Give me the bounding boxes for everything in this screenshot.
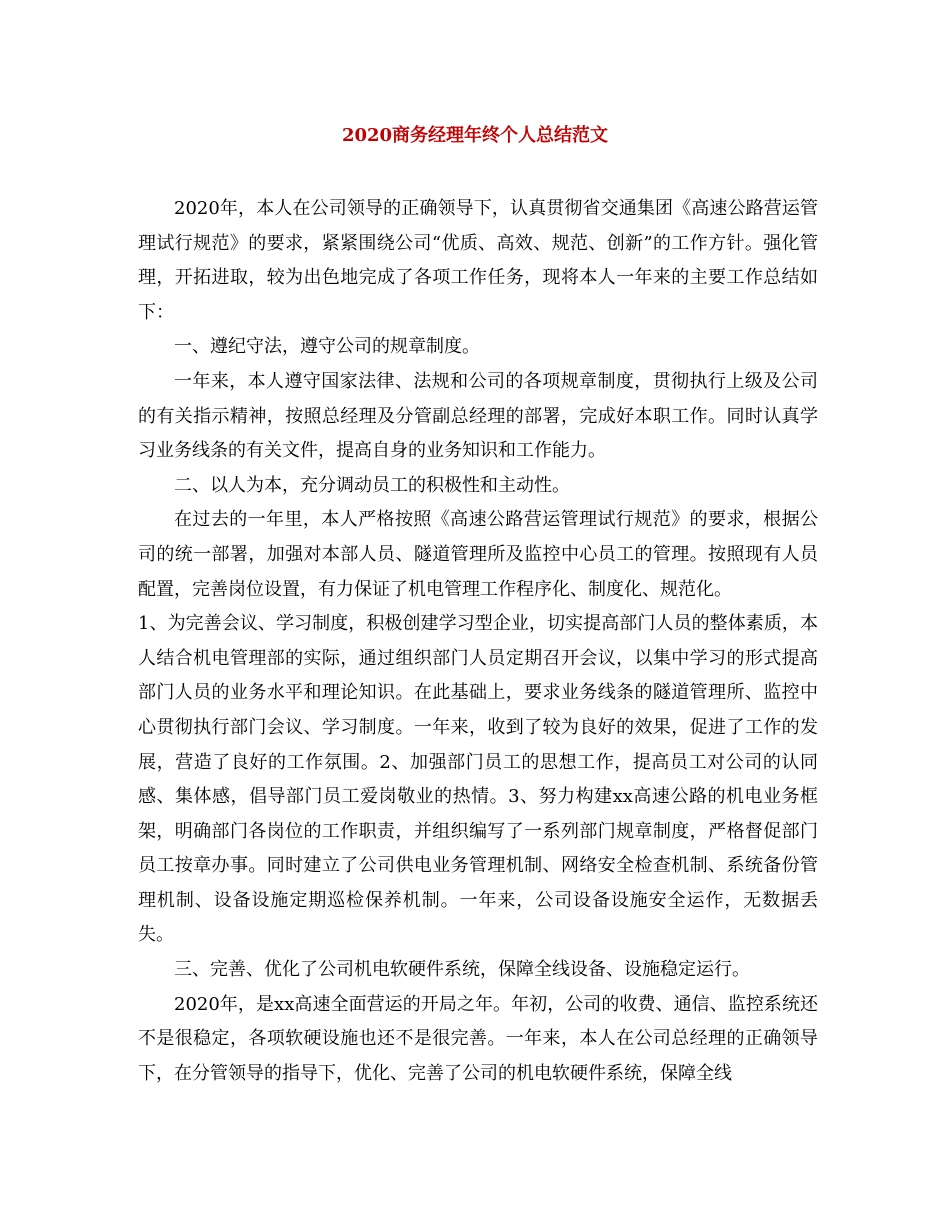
document-body [138,192,818,1091]
section-heading-2: 二、以人为本，充分调动员工的积极性和主动性。 [174,474,570,496]
document-title: 2020商务经理年终个人总结范文 [341,125,609,146]
paragraph-section-1: 一年来，本人遵守国家法律、法规和公司的各项规章制度，贯彻执行上级及公司的有关指示精神，按照总经理及分管副总经理的部署，完成好本职工作。同时认真学习业务线条的有关文件，提高自身的业务知识和工作能力。 [138,370,818,462]
section-heading-1: 一、遵纪守法，遵守公司的规章制度。 [174,336,480,358]
section-heading-3: 三、完善、优化了公司机电软硬件系统，保障全线设备、设施稳定运行。 [174,959,750,981]
paragraph-section-3: 2020年，是xx高速全面营运的开局之年。年初，公司的收费、通信、监控系统还不是很稳定，各项软硬设施也还不是很完善。一年来，本人在公司总经理的正确领导下，在分管领导的指导下，优化、完善了公司的机电软硬件系统，保障全线 [138,993,818,1084]
paragraph-section-2: 在过去的一年里，本人严格按照《高速公路营运管理试行规范》的要求，根据公司的统一部署，加强对本部人员、隧道管理所及监控中心员工的管理。按照现有人员配置，完善岗位设置，有力保证了机电管理工作程序化、制度化、规范化。 [138,509,818,600]
paragraph-intro: 2020年，本人在公司领导的正确领导下，认真贯彻省交通集团《高速公路营运管理试行规范》的要求，紧紧围绕公司“优质、高效、规范、创新”的工作方针。强化管理，开拓进取，较为出色地完成了各项工作任务，现将本人一年来的主要工作总结如下： [138,198,818,323]
paragraph-section-2-items: 1、为完善会议、学习制度，积极创建学习型企业，切实提高部门人员的整体素质，本人结合机电管理部的实际，通过组织部门人员定期召开会议，以集中学习的形式提高部门人员的业务水平和理论知识。在此基础上，要求业务线条的隧道管理所、监控中心贯彻执行部门会议、学习制度。一年来，收到了较为良好的效果，促进了工作的发展，营造了良好的工作氛围。2、加强部门员工的思想工作，提高员工对公司的认同感、集体感，倡导部门员工爱岗敬业的热情。3、努力构建xx高速公路的机电业务框架，明确部门各岗位的工作职责，并组织编写了一系列部门规章制度，严格督促部门员工按章办事。同时建立了公司供电业务管理机制、网络安全检查机制、系统备份管理机制、设备设施定期巡检保养机制。一年来，公司设备设施安全运作，无数据丢失。 [138,613,818,946]
